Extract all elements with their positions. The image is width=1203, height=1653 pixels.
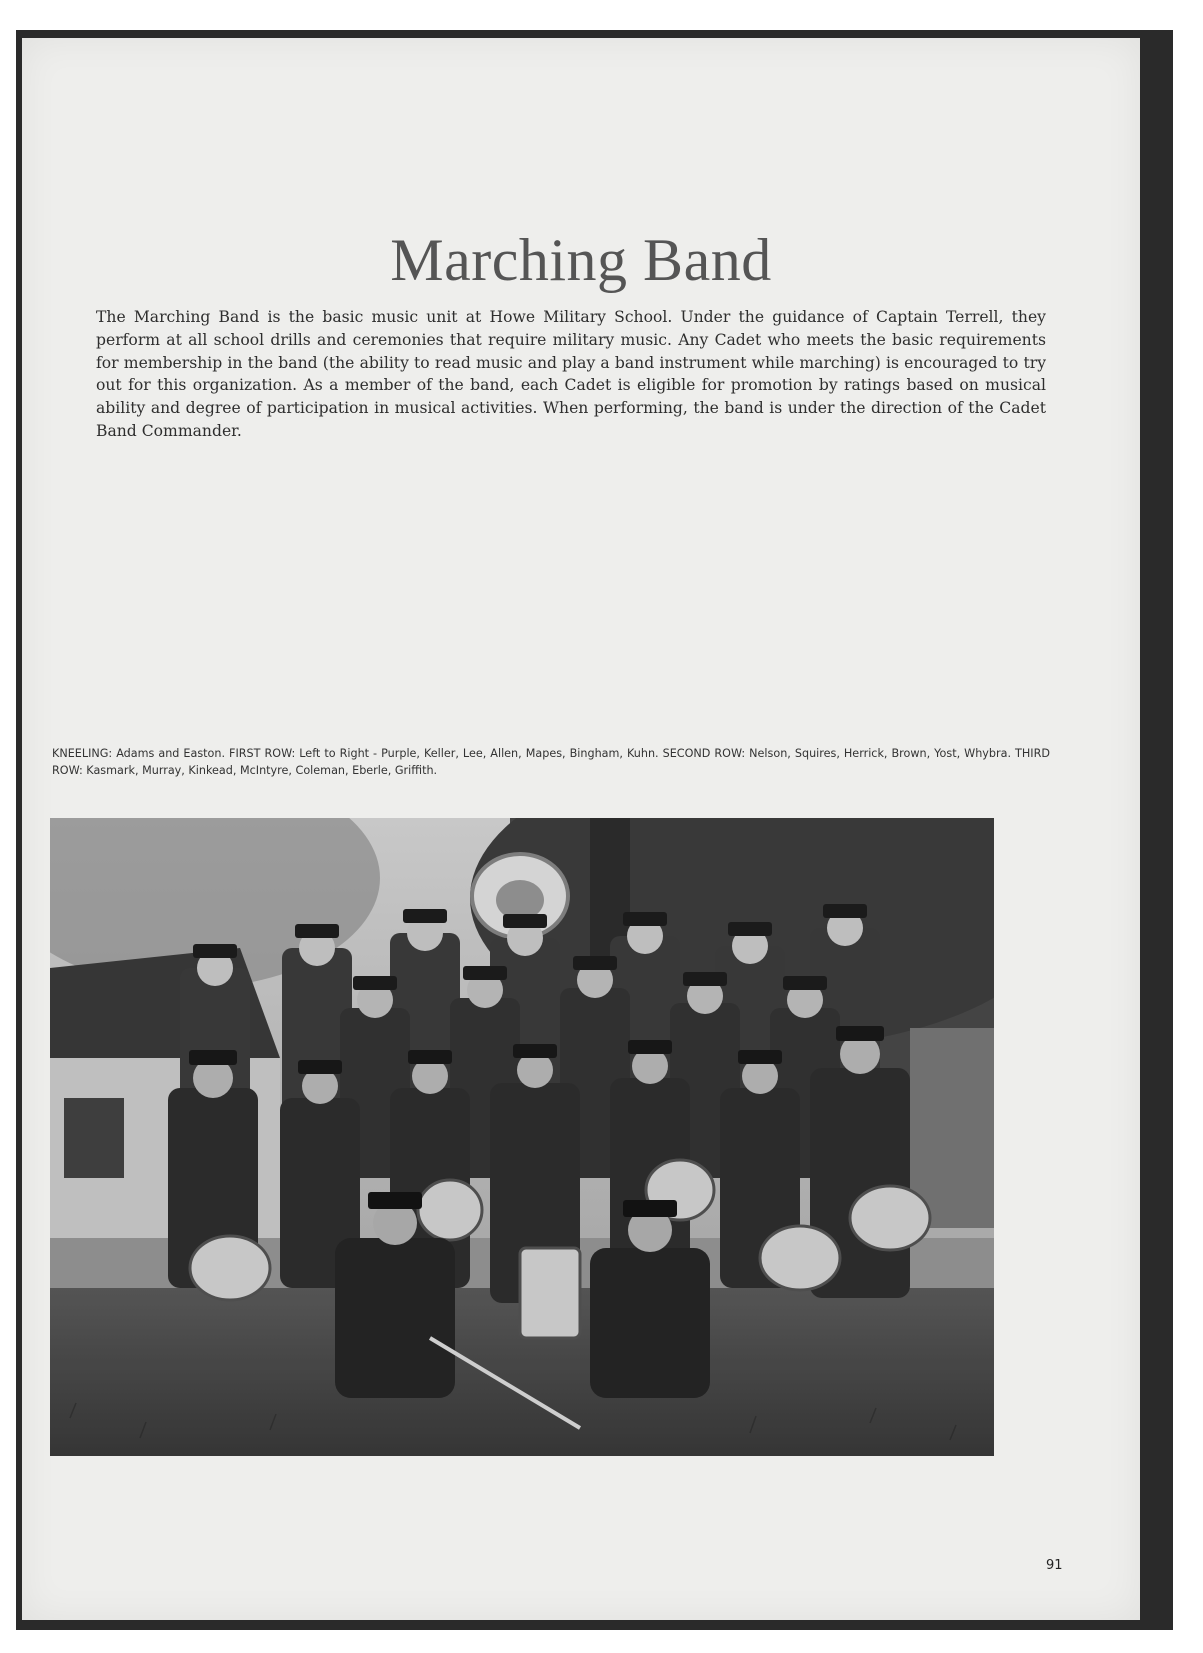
page-number: 91 (1046, 1558, 1063, 1573)
band-group-photo (50, 818, 994, 1456)
intro-paragraph: The Marching Band is the basic music unit at Howe Military School. Under the guidance of Captain Terrell, they perform at all school drills and ceremonies that require military music. Any Cadet who meets the basic requirements for membership in the band (the ability to read music and play a band instrument while marching) is encouraged to try out for this organization. As a member of the band, each Cadet is eligible for promotion by ratings based on musical ability and degree of participation in musical activities. When performing, the band is under the direction of the Cadet Band Commander. (96, 308, 1046, 440)
band-photo-illustration (50, 818, 994, 1456)
yearbook-page (22, 38, 1140, 1620)
photo-caption: KNEELING: Adams and Easton. FIRST ROW: Left to Right - Purple, Keller, Lee, Allen, Mapes, Bingham, Kuhn. SECOND ROW: Nelson, Squires, Herrick, Brown, Yost, Whybra. THIRD ROW: Kasmark, Murray, Kinkead, McIntyre, Coleman, Eberle, Griffith. (52, 747, 1050, 777)
page-title: Marching Band (390, 227, 772, 293)
